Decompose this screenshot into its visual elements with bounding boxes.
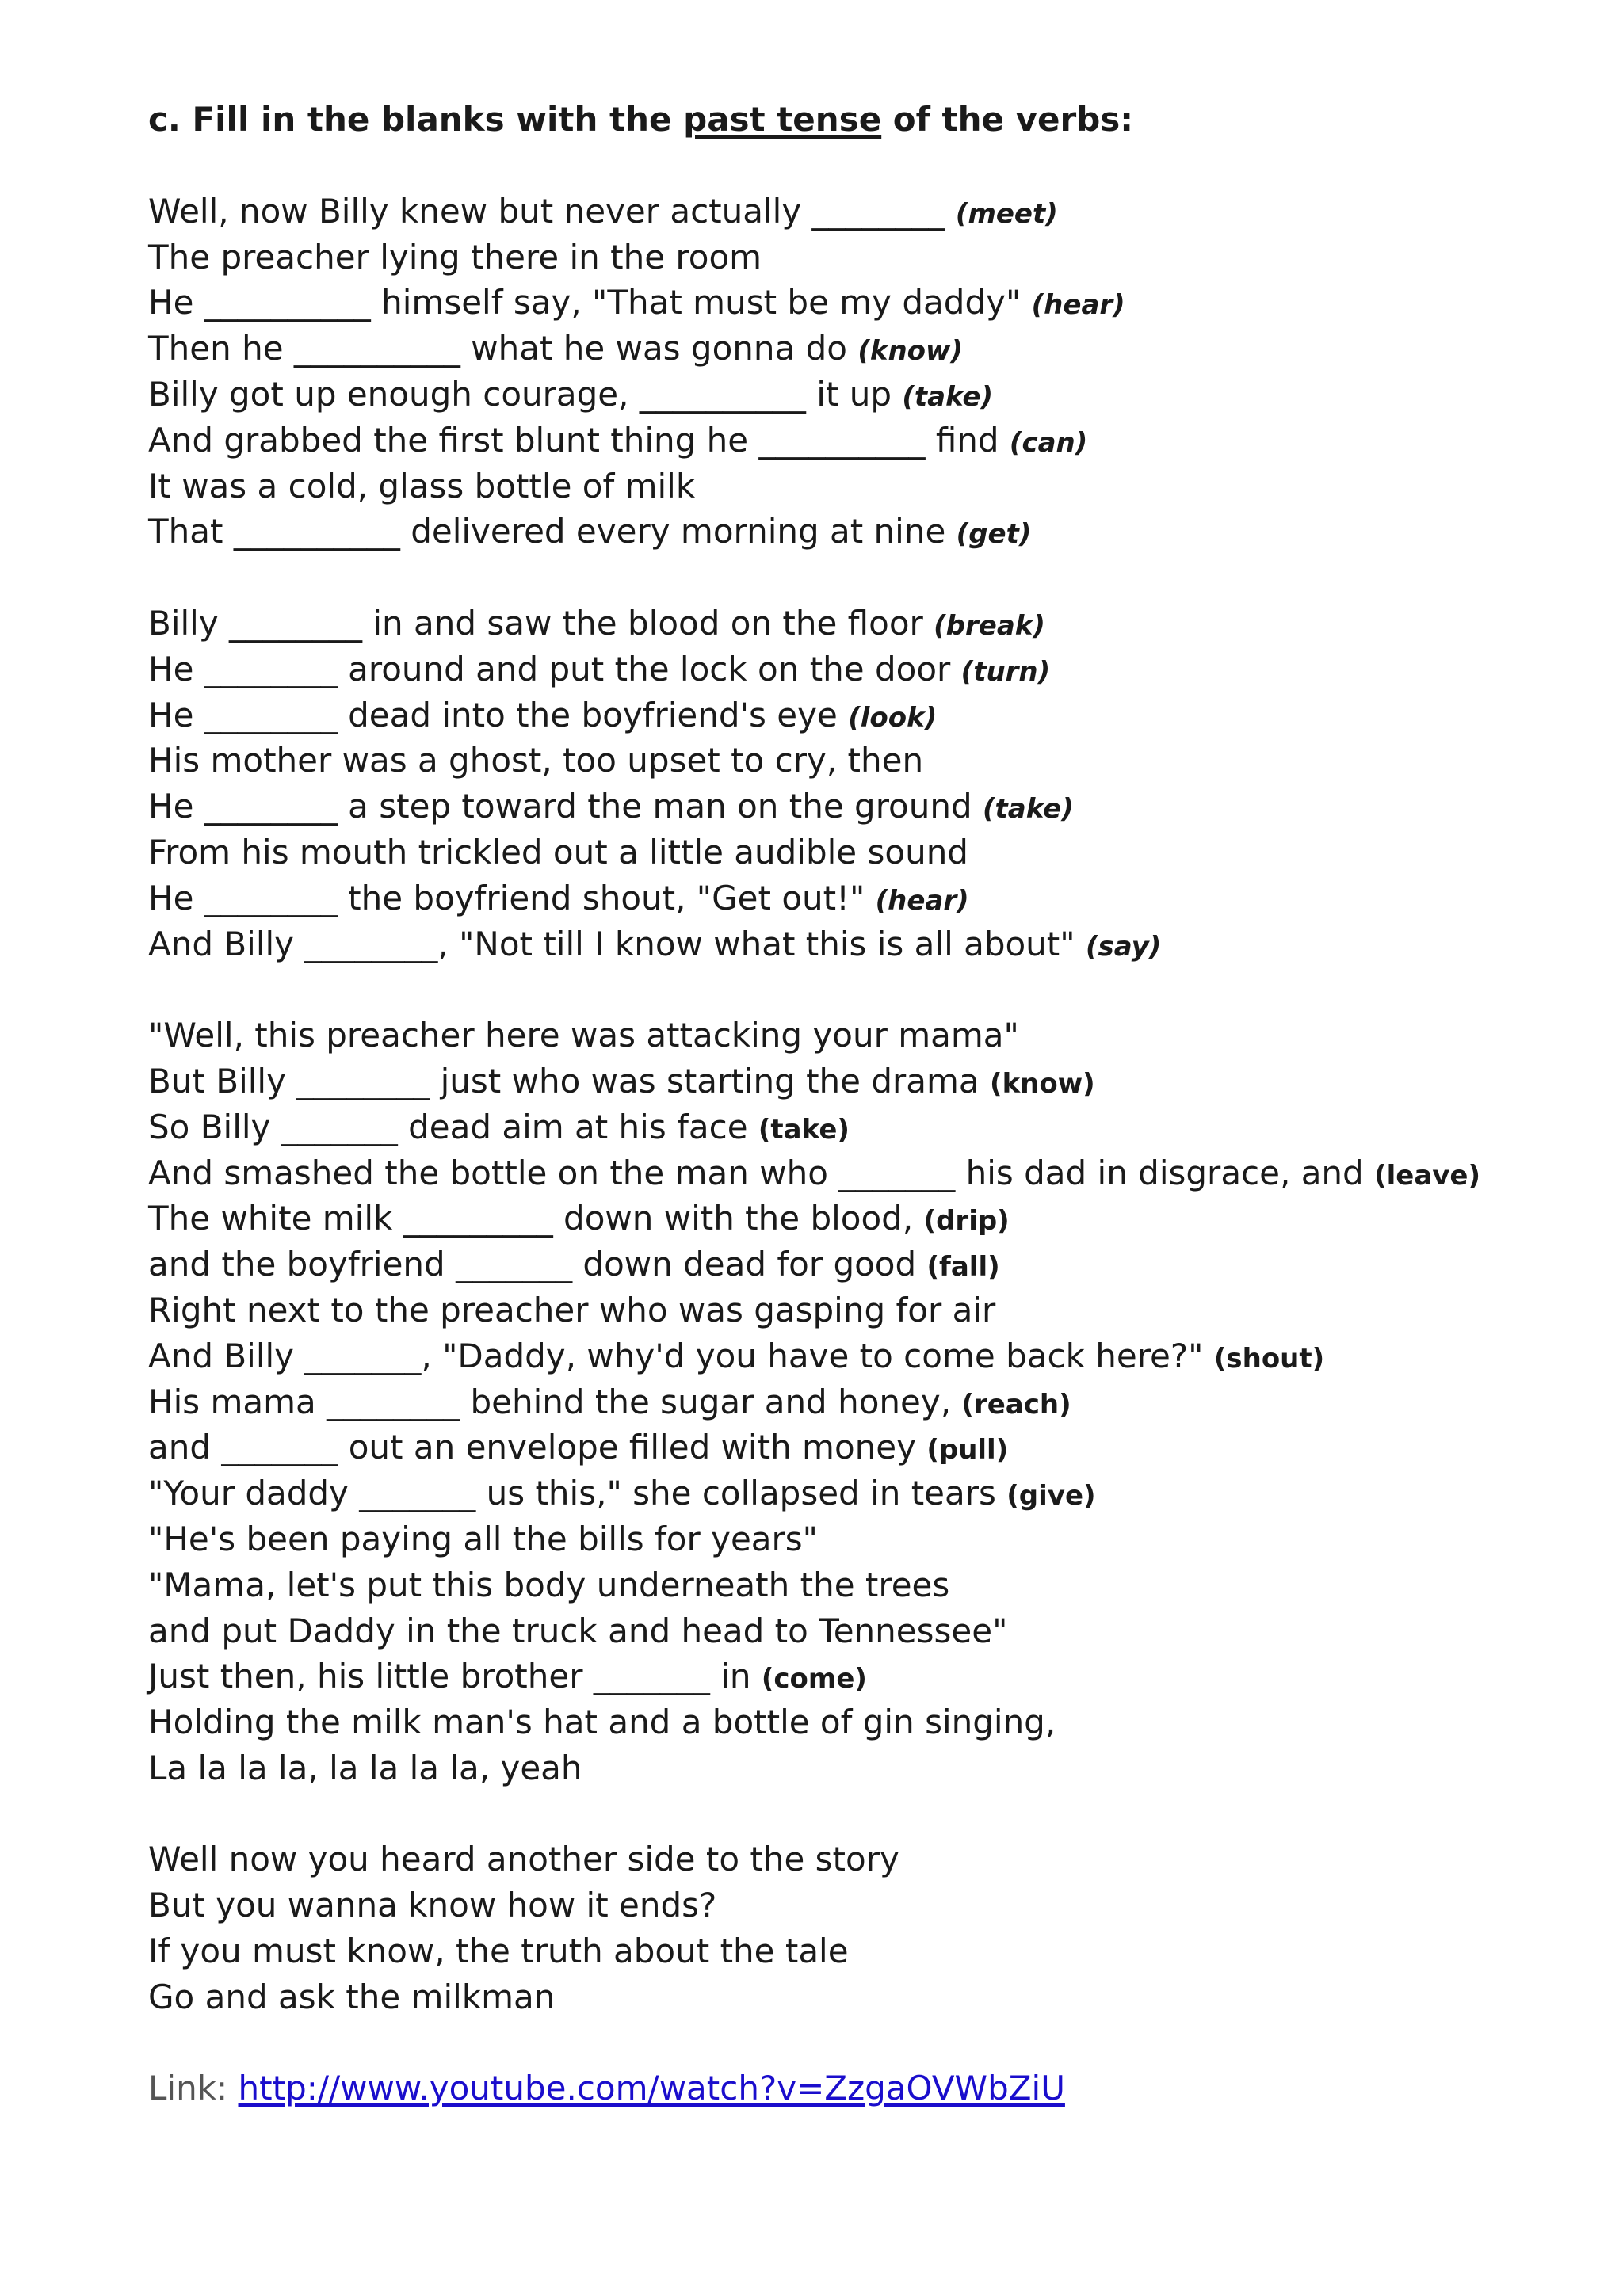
lyric-text: Well now you heard another side to the story xyxy=(148,1840,899,1879)
lyric-text: just who was starting the drama xyxy=(430,1061,991,1100)
stanza-gap xyxy=(148,1791,1591,1837)
lyric-text: If you must know, the truth about the tale xyxy=(148,1932,849,1971)
lyric-text: and xyxy=(148,1428,222,1467)
lyric-text: , "Not till I know what this is all about" xyxy=(437,924,1086,963)
lyric-text: He xyxy=(148,283,204,322)
answer-blank[interactable]: __________ xyxy=(204,283,371,322)
lyric-line xyxy=(148,1241,1591,1287)
video-link[interactable]: http://www.youtube.com/watch?v=ZzgaOVWbZiU xyxy=(238,2069,1065,2108)
lyric-text: a step toward the man on the ground xyxy=(337,787,983,826)
lyric-text: out an envelope filled with money xyxy=(338,1428,927,1467)
lyric-text: The preacher lying there in the room xyxy=(148,237,762,277)
verb-hint: (get) xyxy=(956,518,1032,551)
answer-blank[interactable]: __________ xyxy=(293,329,460,368)
lyric-text: That xyxy=(148,512,234,551)
verb-hint: (reach) xyxy=(961,1388,1071,1421)
answer-blank[interactable]: _______ xyxy=(838,1153,956,1192)
lyric-text: Then he xyxy=(148,329,294,368)
verb-hint: (shout) xyxy=(1213,1342,1325,1375)
lyric-line xyxy=(148,463,1591,509)
heading-prefix: c. Fill in the blanks with the xyxy=(148,100,684,139)
lyric-line xyxy=(148,1058,1591,1104)
answer-blank[interactable]: ________ xyxy=(204,787,338,826)
lyric-text xyxy=(945,192,956,231)
lyric-text: He xyxy=(148,787,204,826)
verb-hint: (meet) xyxy=(955,197,1058,230)
answer-blank[interactable]: _______ xyxy=(359,1474,476,1513)
lyric-line xyxy=(148,921,1591,967)
lyric-text: "Well, this preacher here was attacking your mama" xyxy=(148,1016,1019,1055)
lyric-line xyxy=(148,1379,1591,1425)
lyric-line xyxy=(148,784,1591,830)
lyric-line xyxy=(148,372,1591,418)
answer-blank[interactable]: ________ xyxy=(812,191,945,231)
stanza xyxy=(148,1013,1591,1791)
lyric-line xyxy=(148,1699,1591,1745)
stanza xyxy=(148,189,1591,555)
lyric-text: dead aim at his face xyxy=(397,1107,758,1146)
verb-hint: (come) xyxy=(761,1663,867,1695)
lyric-text: Billy got up enough courage, xyxy=(148,374,640,414)
lyric-text: His mother was a ghost, too upset to cry, then xyxy=(148,741,924,780)
lyric-text: "He's been paying all the bills for years" xyxy=(148,1519,818,1558)
lyric-text: And grabbed the first blunt thing he xyxy=(148,420,759,460)
verb-hint: (can) xyxy=(1009,426,1088,459)
lyric-text: Billy xyxy=(148,603,230,643)
lyric-text: But you wanna know how it ends? xyxy=(148,1886,717,1925)
lyric-line xyxy=(148,646,1591,692)
lyric-text: Well, now Billy knew but never actually xyxy=(148,191,812,231)
verb-hint: (look) xyxy=(848,701,938,734)
lyric-text: Just then, his little brother xyxy=(148,1657,594,1696)
link-line xyxy=(148,2065,1591,2111)
answer-blank[interactable]: ________ xyxy=(229,603,363,643)
answer-blank[interactable]: __________ xyxy=(639,374,806,414)
lyric-text: Go and ask the milkman xyxy=(148,1977,556,2016)
lyric-line xyxy=(148,1425,1591,1470)
lyric-line xyxy=(148,1196,1591,1241)
lyric-line xyxy=(148,692,1591,738)
verb-hint: (give) xyxy=(1006,1480,1096,1512)
verb-hint: (know) xyxy=(857,335,963,368)
link-label: Link: xyxy=(148,2069,239,2108)
lyric-line xyxy=(148,830,1591,875)
lyric-text: delivered every morning at nine xyxy=(399,512,957,551)
lyric-line xyxy=(148,189,1591,235)
lyrics-body xyxy=(148,189,1591,2020)
answer-blank[interactable]: ________ xyxy=(204,695,338,734)
verb-hint: (take) xyxy=(758,1113,850,1146)
lyric-line xyxy=(148,1470,1591,1516)
lyric-text: what he was gonna do xyxy=(460,329,858,368)
lyric-text: it up xyxy=(805,374,903,414)
lyric-line xyxy=(148,1287,1591,1333)
answer-blank[interactable]: ________ xyxy=(204,649,338,688)
lyric-line xyxy=(148,1150,1591,1196)
lyric-line xyxy=(148,509,1591,555)
lyric-line xyxy=(148,1608,1591,1654)
lyric-text: He xyxy=(148,695,204,734)
lyric-text: down dead for good xyxy=(572,1245,927,1284)
lyric-line xyxy=(148,1653,1591,1699)
verb-hint: (hear) xyxy=(1031,289,1125,322)
verb-hint: (pull) xyxy=(926,1434,1009,1466)
answer-blank[interactable]: ________ xyxy=(296,1061,430,1100)
spacer xyxy=(148,2020,1591,2066)
lyric-text: And Billy xyxy=(148,924,305,963)
verb-hint: (take) xyxy=(902,380,994,413)
spacer xyxy=(148,143,1591,189)
lyric-text: himself say, "That must be my daddy" xyxy=(370,283,1032,322)
lyric-line xyxy=(148,418,1591,463)
lyric-text: His mama xyxy=(148,1382,327,1421)
heading-suffix: of the verbs: xyxy=(881,100,1134,139)
exercise-heading xyxy=(148,97,1591,143)
answer-blank[interactable]: ________ xyxy=(204,878,338,917)
heading-underlined: past tense xyxy=(683,100,882,139)
lyric-text: La la la la, la la la la, yeah xyxy=(148,1748,582,1787)
answer-blank[interactable]: __________ xyxy=(233,512,400,551)
verb-hint: (break) xyxy=(934,609,1045,642)
answer-blank[interactable]: _______ xyxy=(281,1107,398,1146)
lyric-line xyxy=(148,1745,1591,1791)
verb-hint: (leave) xyxy=(1374,1159,1481,1192)
verb-hint: (turn) xyxy=(960,655,1051,688)
lyric-text: Holding the milk man's hat and a bottle of gin singing, xyxy=(148,1703,1056,1742)
verb-hint: (say) xyxy=(1085,930,1162,963)
answer-blank[interactable]: _______ xyxy=(221,1428,338,1467)
lyric-text: And Billy xyxy=(148,1336,305,1375)
lyric-line xyxy=(148,1013,1591,1058)
lyric-text: in and saw the blood on the floor xyxy=(362,603,934,643)
lyric-line xyxy=(148,1882,1591,1928)
verb-hint: (take) xyxy=(983,793,1074,826)
answer-blank[interactable]: _______ xyxy=(456,1245,573,1284)
lyric-text: behind the sugar and honey, xyxy=(460,1382,962,1421)
verb-hint: (know) xyxy=(990,1067,1095,1100)
lyric-text: and put Daddy in the truck and head to Tennessee" xyxy=(148,1611,1008,1650)
lyric-line xyxy=(148,601,1591,646)
lyric-line xyxy=(148,1928,1591,1974)
answer-blank[interactable]: _______ xyxy=(593,1657,710,1696)
lyric-line xyxy=(148,280,1591,326)
lyric-text: "Your daddy xyxy=(148,1474,360,1513)
stanza-gap xyxy=(148,555,1591,601)
answer-blank[interactable]: _________ xyxy=(403,1199,553,1238)
lyric-text: the boyfriend shout, "Get out!" xyxy=(337,878,876,917)
lyric-line xyxy=(148,1836,1591,1882)
answer-blank[interactable]: _______ xyxy=(304,1336,422,1375)
lyric-text: around and put the lock on the door xyxy=(337,649,961,688)
lyric-text: So Billy xyxy=(148,1107,281,1146)
lyric-text: in xyxy=(709,1657,762,1696)
stanza xyxy=(148,601,1591,967)
lyric-text: and the boyfriend xyxy=(148,1245,456,1284)
lyric-line xyxy=(148,738,1591,784)
lyric-line xyxy=(148,1562,1591,1608)
lyric-text: He xyxy=(148,649,204,688)
lyric-text: But Billy xyxy=(148,1061,297,1100)
lyric-line xyxy=(148,326,1591,372)
answer-blank[interactable]: __________ xyxy=(758,420,926,460)
lyric-text: us this," she collapsed in tears xyxy=(475,1474,1007,1513)
lyric-text: He xyxy=(148,878,204,917)
lyric-text: "Mama, let's put this body underneath the trees xyxy=(148,1565,950,1604)
lyric-line xyxy=(148,1516,1591,1562)
stanza xyxy=(148,1836,1591,2019)
worksheet-page xyxy=(148,97,1591,2111)
answer-blank[interactable]: ________ xyxy=(327,1382,460,1421)
lyric-line xyxy=(148,875,1591,921)
verb-hint: (fall) xyxy=(926,1251,1000,1283)
lyric-line xyxy=(148,1974,1591,2020)
lyric-line xyxy=(148,1333,1591,1379)
lyric-text: dead into the boyfriend's eye xyxy=(337,695,849,734)
lyric-text: From his mouth trickled out a little audible sound xyxy=(148,832,968,871)
lyric-text: And smashed the bottle on the man who xyxy=(148,1153,839,1192)
answer-blank[interactable]: ________ xyxy=(304,924,438,963)
verb-hint: (drip) xyxy=(923,1205,1010,1238)
lyric-text: Right next to the preacher who was gasping for air xyxy=(148,1290,996,1329)
lyric-text: The white milk xyxy=(148,1199,403,1238)
lyric-line xyxy=(148,235,1591,280)
lyric-text: It was a cold, glass bottle of milk xyxy=(148,466,696,505)
verb-hint: (hear) xyxy=(875,884,969,917)
lyric-text: his dad in disgrace, and xyxy=(955,1153,1375,1192)
lyric-line xyxy=(148,1104,1591,1150)
lyric-text: down with the blood, xyxy=(552,1199,924,1238)
lyric-text: find xyxy=(925,420,1010,460)
lyric-text: , "Daddy, why'd you have to come back here?" xyxy=(421,1336,1214,1375)
stanza-gap xyxy=(148,967,1591,1013)
